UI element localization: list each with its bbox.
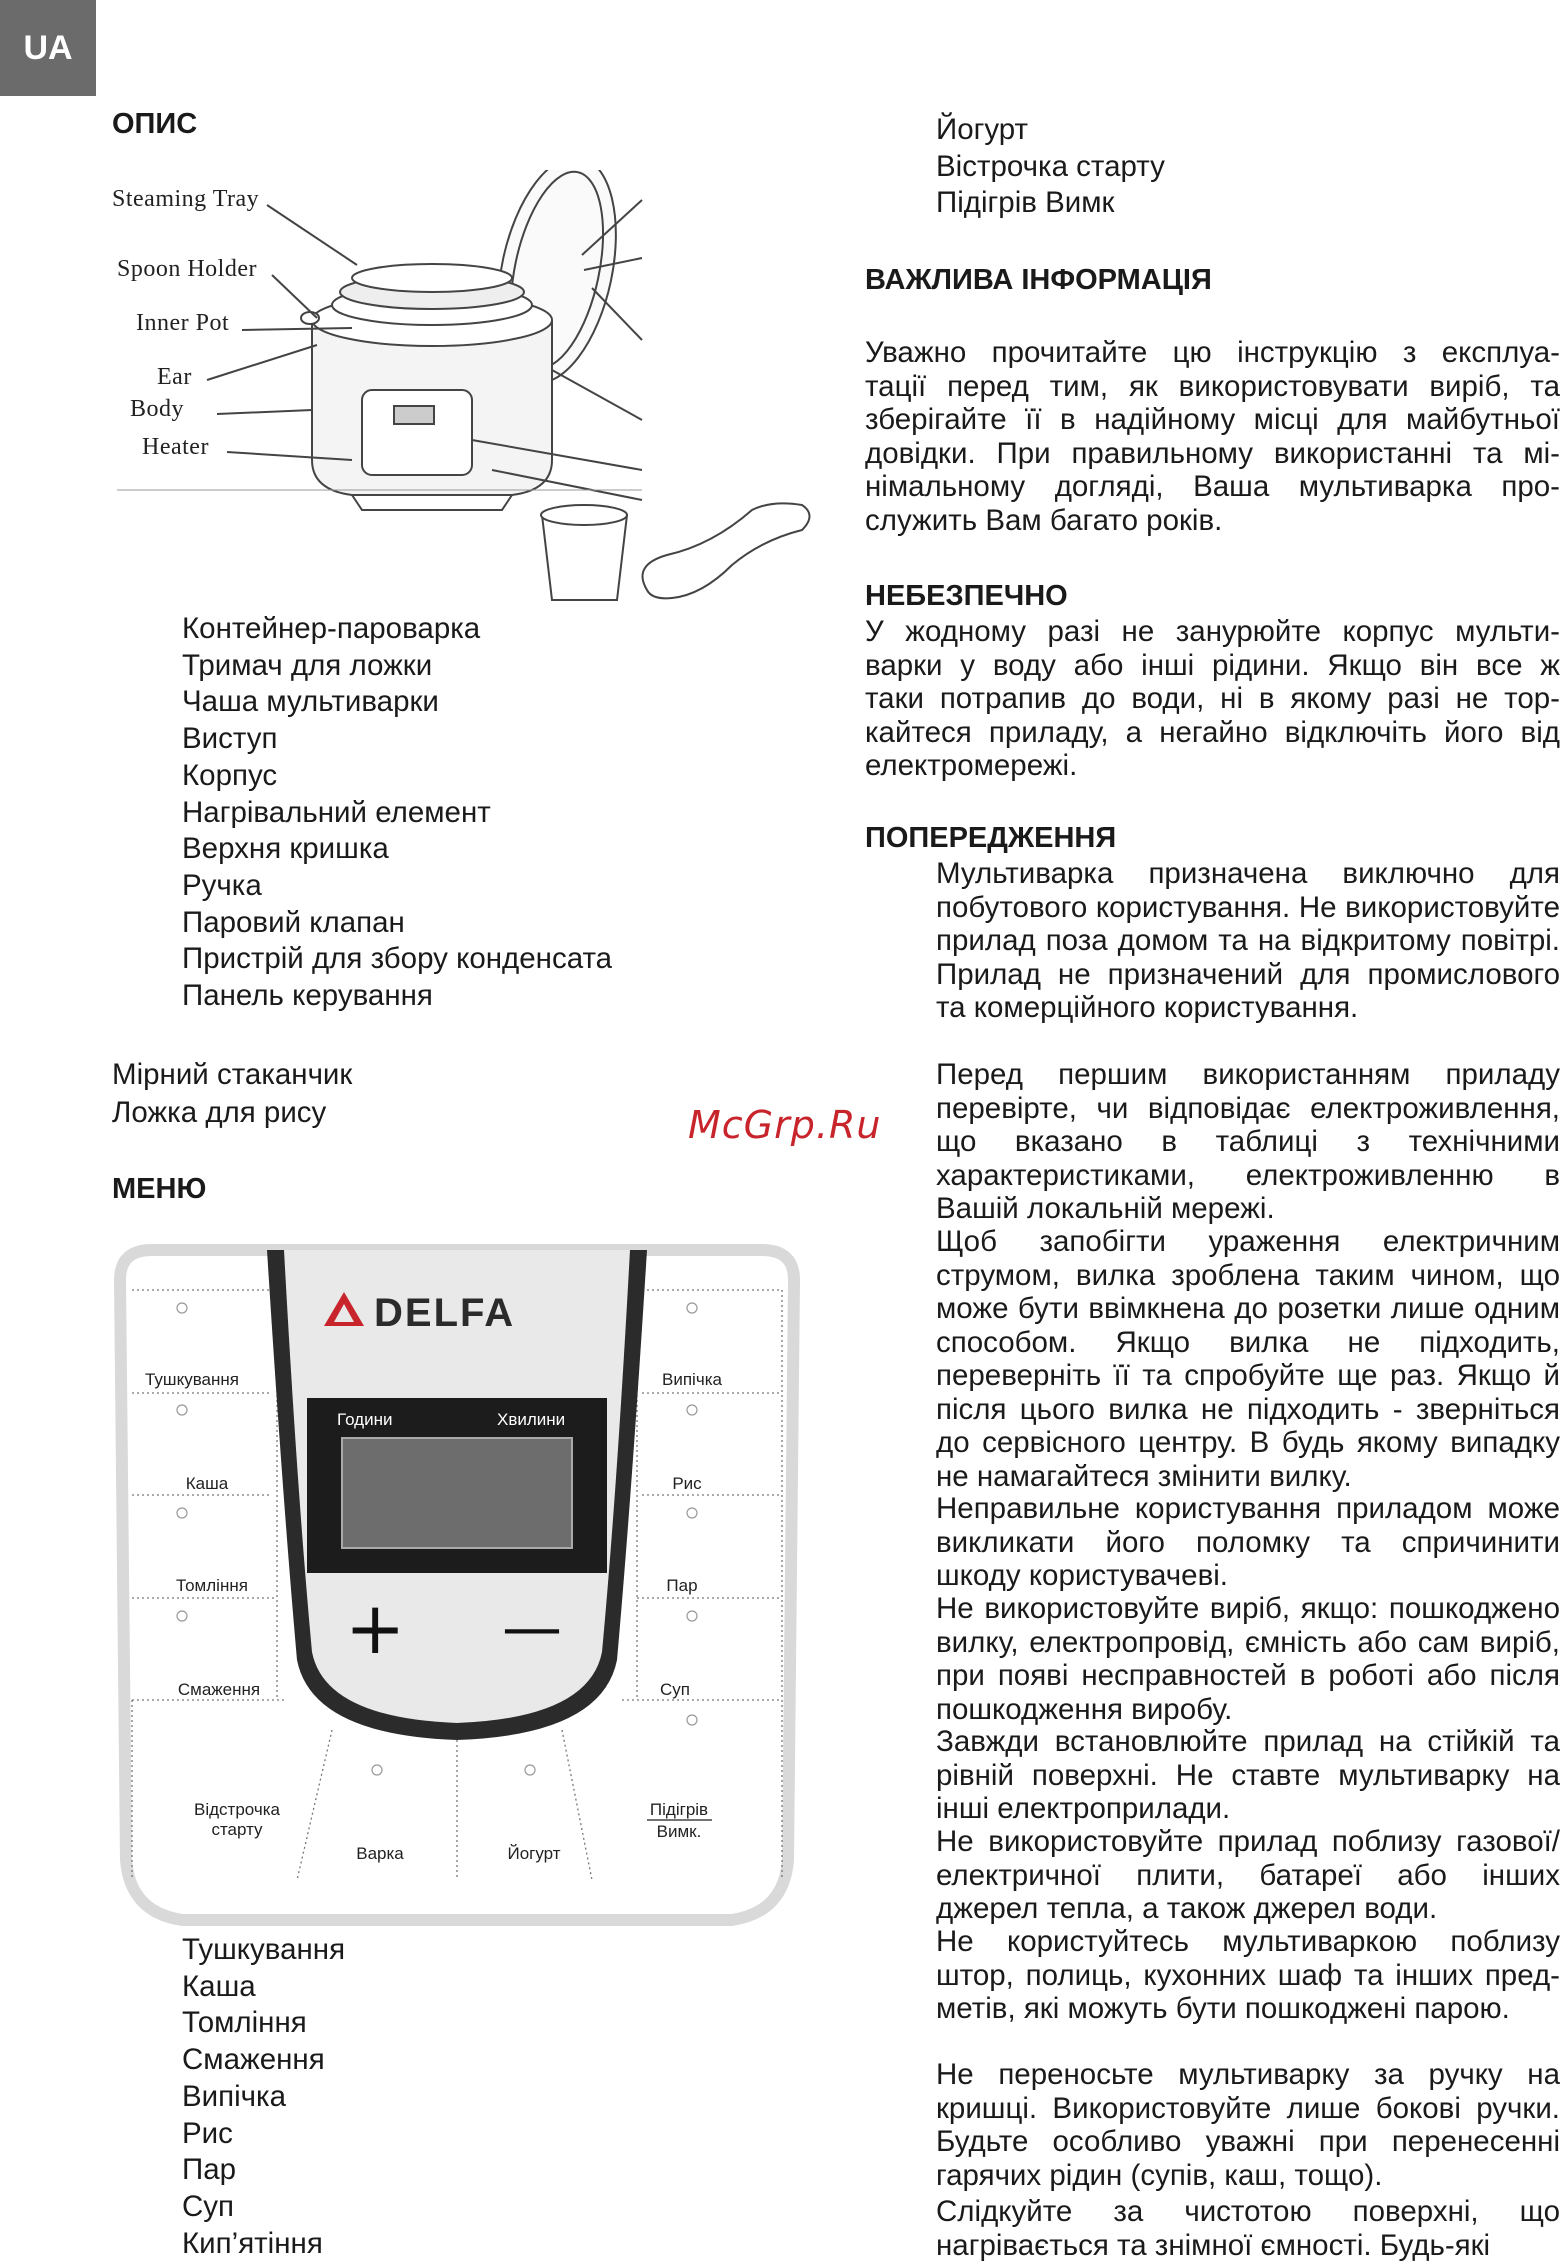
parts-list <box>182 611 612 1015</box>
warning-item: Не користуйтесь мультиваркою поблизу штор, полиць, кухонних шаф та інших пред- метів, які можуть бути пошкоджені парою. <box>936 1925 1560 2025</box>
list-item: Тушкування <box>182 1933 346 1966</box>
list-item: Контейнер-пароварка <box>182 612 481 645</box>
list-item: Ложка для рису <box>112 1096 327 1129</box>
delay-start-button-line2[interactable]: старту <box>211 1820 263 1839</box>
list-item: Тримач для ложки <box>182 648 433 682</box>
list-item: Випічка <box>182 2079 287 2113</box>
list-item: Мірний стаканчик <box>112 1058 353 1091</box>
mode-button-steam[interactable]: Пар <box>666 1576 698 1595</box>
lcd-screen <box>342 1438 572 1548</box>
multicooker-diagram <box>112 170 822 610</box>
text-line: довідки. При правильному використанні та мі- <box>865 436 1560 470</box>
text-line: німальному догляді, Ваша мультиварка про- <box>865 470 1560 503</box>
text-line: Уважно прочитайте цю інструкцію з експлуа- <box>865 336 1560 369</box>
text-line: таки потрапив до води, ні в якому разі не тор- <box>865 682 1560 715</box>
warning-item: Не використовуйте прилад поблизу газової/електричної плити, батареї або інших джерел тепла, а також джерел води. <box>936 1825 1560 1925</box>
list-item: Чаша мультиварки <box>182 685 439 719</box>
danger-paragraph <box>865 615 1560 783</box>
list-item: Паровий клапан <box>182 905 405 939</box>
list-item: Каша <box>182 1969 256 2003</box>
list-item: Йогурт <box>936 113 1029 146</box>
list-item: Рис <box>182 2116 233 2150</box>
section-heading-menu: МЕНЮ <box>112 1173 207 1205</box>
list-item: Ручка <box>182 868 262 902</box>
reheat-button-line2[interactable]: Вимк. <box>656 1822 702 1841</box>
minus-button[interactable]: — <box>502 1593 562 1663</box>
brand-logo: DELFA <box>374 1291 516 1335</box>
mode-button-simmer[interactable]: Томління <box>176 1576 248 1595</box>
language-tab: UA <box>0 0 96 96</box>
control-panel-illustration <box>112 1240 802 1930</box>
diagram-label-inner-pot: Inner Pot <box>136 310 230 336</box>
list-item: Пристрій для збору конденсата <box>182 942 613 976</box>
mode-button-bake[interactable]: Випічка <box>662 1370 722 1389</box>
list-item: Корпус <box>182 758 278 792</box>
mode-button-yogurt[interactable]: Йогурт <box>507 1844 561 1863</box>
section-heading-important: ВАЖЛИВА ІНФОРМАЦІЯ <box>865 264 1212 296</box>
mode-button-soup[interactable]: Суп <box>660 1680 690 1699</box>
list-item: Вістрочка старту <box>936 149 1165 183</box>
mode-button-fry[interactable]: Смаження <box>177 1680 261 1699</box>
warning-item: Не переносьте мультиварку за ручку на кришці. Використовуйте лише бокові ручки. Будьте особливо уважні при перенесенні гарячих рідин (супів, каш, тощо). <box>936 2058 1560 2192</box>
text-line: тації перед тим, як використовувати виріб, та <box>865 369 1560 403</box>
warning-item: Неправильне користування приладом може викликати його поломку та спричинити шкоду користувачеві. <box>936 1492 1560 1592</box>
list-item: Панель керування <box>182 979 433 1013</box>
delay-start-button-line1[interactable]: Відстрочка <box>194 1800 280 1819</box>
diagram-label-body: Body <box>130 396 185 422</box>
plus-button[interactable]: + <box>345 1586 406 1670</box>
reheat-button-line1[interactable]: Підігрів <box>649 1800 709 1819</box>
diagram-label-steaming-tray: Steaming Tray <box>112 186 260 212</box>
list-item: Виступ <box>182 722 278 756</box>
warning-item: Завжди встановлюйте прилад на стійкій та рівній поверхні. Не ставте мультиварку на інші електроприлади. <box>936 1725 1560 1825</box>
mode-button-cook[interactable]: Варка <box>356 1844 404 1863</box>
warning-item: Слідкуйте за чистотою поверхні, що нагрівається та знімної ємності. Будь-які <box>936 2195 1560 2262</box>
list-item: Смаження <box>182 2043 325 2077</box>
list-item: Нагрівальний елемент <box>182 795 491 829</box>
mode-button-porridge[interactable]: Каша <box>185 1474 229 1493</box>
text-line: електромережі. <box>865 749 1078 782</box>
section-heading-warnings: ПОПЕРЕДЖЕННЯ <box>865 822 1117 854</box>
warning-item: Щоб запобігти ураження електричним струмом, вилка зроблена таким чином, що може бути ввімкнена до розетки лише одним способом. Якщо вилка не підходить, переверніть її та спробуйте ще раз. Якщо й після цього вилка не підходить - зверніться до сервісного центру. В будь якому випадку не намагайтеся змінити вилку. <box>936 1225 1560 1493</box>
menu-items-list <box>182 1932 345 2262</box>
list-item: Верхня кришка <box>182 832 389 866</box>
warning-item: Не використовуйте виріб, якщо: пошкоджено вилку, електропровід, ємність або сам виріб, при появі несправностей в роботі або після пошкодження виробу. <box>936 1592 1560 1726</box>
text-line: кайтеся приладу, а негайно відключіть його від <box>865 715 1560 749</box>
text-line: служить Вам багато років. <box>865 503 1223 537</box>
important-paragraph <box>865 336 1560 537</box>
mode-button-stew[interactable]: Тушкування <box>145 1370 239 1389</box>
text-line: зберігайте її в надійному місці для майбутньої <box>865 403 1560 436</box>
text-line: У жодному разі не занурюйте корпус мульти- <box>865 615 1560 648</box>
warning-item: Мультиварка призначена виключно для побутового користування. Не використовуйте прилад поза домом та на відкритому повітрі. Прилад не призначений для промислового та комерційного користування. <box>936 857 1560 1024</box>
list-item: Суп <box>182 2189 235 2223</box>
text-line: варки у воду або інші рідини. Якщо він все ж <box>865 648 1560 682</box>
warning-item: Перед першим використанням приладу перевірте, чи відповідає електроживлення, що вказано в таблиці з технічними характеристиками, електроживленню в Вашій локальній мережі. <box>936 1058 1560 1225</box>
watermark: McGrp.Ru <box>688 1103 882 1147</box>
section-heading-danger: НЕБЕЗПЕЧНО <box>865 580 1068 612</box>
section-heading-description: ОПИС <box>112 108 198 140</box>
accessories-list <box>112 1056 352 1132</box>
list-item: Томління <box>182 2006 307 2040</box>
mode-button-rice[interactable]: Рис <box>672 1474 702 1493</box>
list-item: Підігрів Вимк <box>936 186 1115 220</box>
list-item: Кип’ятіння <box>182 2226 323 2260</box>
menu-items-list-continued <box>936 112 1165 222</box>
hours-label: Години <box>337 1410 393 1429</box>
list-item: Пар <box>182 2153 237 2187</box>
minutes-label: Хвилини <box>497 1410 566 1429</box>
diagram-label-ear: Ear <box>157 364 192 390</box>
diagram-label-heater: Heater <box>142 434 209 460</box>
diagram-label-spoon-holder: Spoon Holder <box>117 256 257 282</box>
